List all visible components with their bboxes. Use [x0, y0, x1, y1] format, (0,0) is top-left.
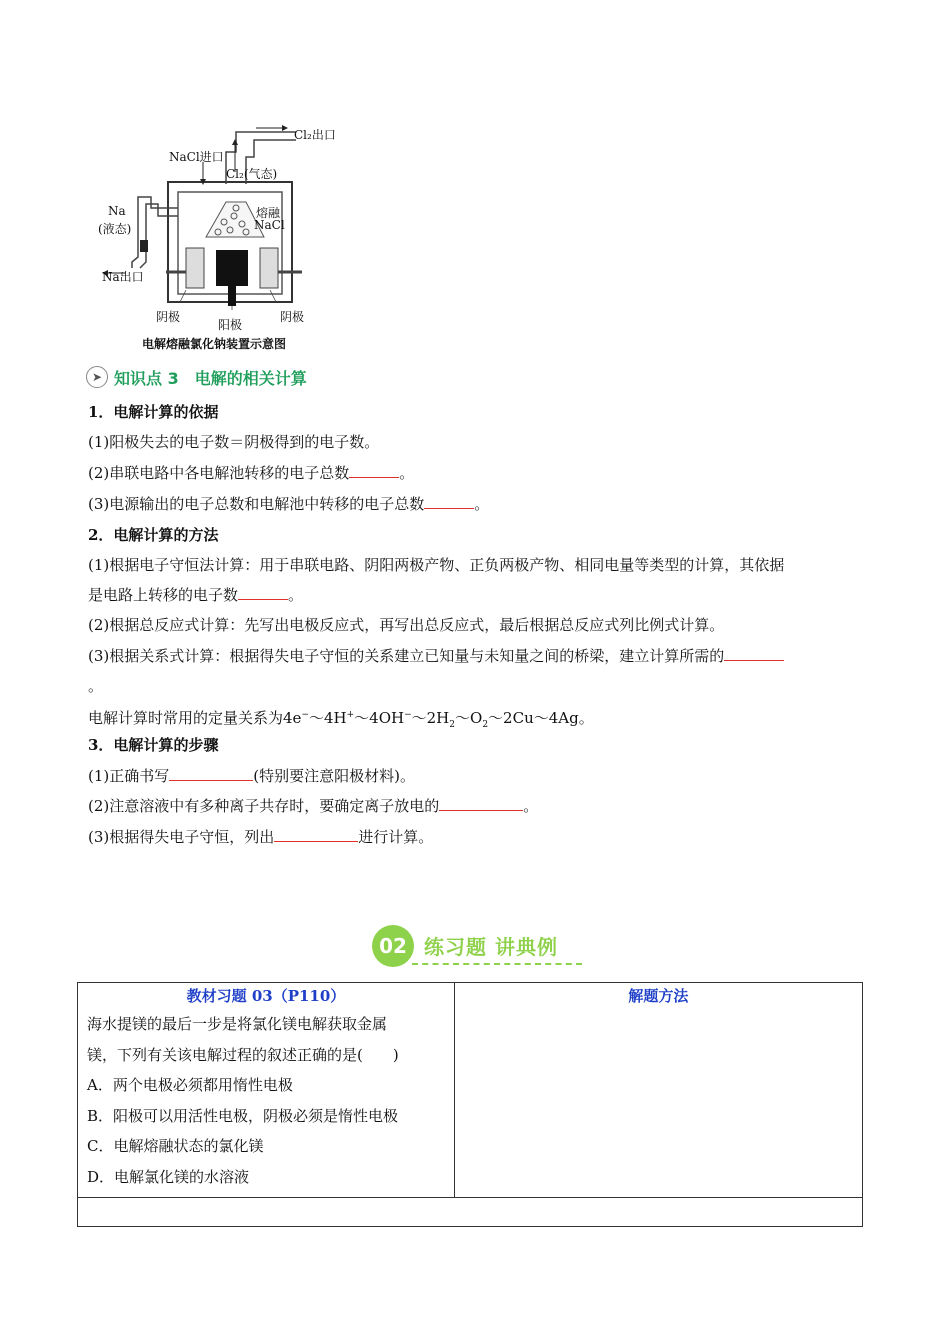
- section-1-heading: 1．电解计算的依据: [88, 403, 219, 421]
- relation-t2: ～4H: [308, 709, 347, 727]
- na-outlet-label: Na出口: [102, 270, 144, 284]
- section-3-line-1: [88, 766, 415, 786]
- section-3-line-1a: (1)正确书写: [88, 767, 170, 785]
- relation-t5: ～O: [455, 709, 483, 727]
- section-1-line-2-text: (2)串联电路中各电解池转移的电子总数: [88, 464, 350, 482]
- knowledge-point-title: 电解的相关计算: [194, 368, 307, 388]
- diagram-caption: 电解熔融氯化钠装置示意图: [142, 337, 287, 351]
- exercise-table: [77, 982, 863, 1227]
- relation-t6: ～2Cu～4Ag。: [488, 709, 594, 727]
- exercise-right-header: 解题方法: [628, 987, 689, 1005]
- relation-t4: ～2H: [411, 709, 450, 727]
- banner-underline: [412, 963, 582, 965]
- section-1-line-3: [88, 494, 489, 514]
- exercise-footer-row: [78, 1198, 863, 1227]
- answer-blank[interactable]: [169, 766, 253, 781]
- section-1-line-2: [88, 463, 414, 483]
- na-liquid-label: Na: [108, 204, 126, 218]
- cl2-outlet-label: Cl₂出口: [294, 128, 336, 142]
- section-2-line-2: [88, 585, 303, 605]
- option-a[interactable]: A．两个电极必须都用惰性电极: [87, 1076, 293, 1094]
- knowledge-point-header: [86, 364, 307, 390]
- question-line-2: 镁，下列有关该电解过程的叙述正确的是( ): [87, 1045, 399, 1064]
- period: 。: [523, 797, 539, 815]
- period: 。: [474, 495, 490, 513]
- nacl-inlet-label: NaCl进口: [169, 150, 224, 164]
- relation-sub4: 2: [449, 720, 455, 730]
- knowledge-point-label: 知识点 3: [114, 368, 179, 388]
- relation-sup2: +: [346, 710, 355, 720]
- relation-sub5: 2: [482, 720, 489, 730]
- arrow-circle-icon: ➤: [86, 366, 108, 388]
- section-2-relation: [88, 705, 594, 735]
- relation-sup3: −: [404, 710, 412, 720]
- cl2-gas-label: Cl₂(气态): [226, 167, 278, 181]
- banner-text: 练习题 讲典例: [424, 935, 558, 959]
- section-3-line-2-text: (2)注意溶液中有多种离子共存时，要确定离子放电的: [88, 797, 440, 815]
- section-2-line-4-period: 。: [88, 677, 104, 695]
- section-3-line-3: [88, 827, 433, 847]
- section-2-heading: 2．电解计算的方法: [88, 526, 219, 544]
- relation-t1: 4e: [283, 709, 302, 727]
- practice-banner: [372, 925, 582, 969]
- section-2-line-4: [88, 646, 784, 666]
- molten-nacl-label: NaCl: [254, 218, 285, 232]
- section-2-line-3: (2)根据总反应式计算：先写出电极反应式，再写出总反应式，最后根据总反应式列比例式计算。: [88, 616, 725, 634]
- cathode-right-label: 阴极: [280, 310, 305, 324]
- question-line-1: 海水提镁的最后一步是将氯化镁电解获取金属: [87, 1015, 388, 1033]
- section-3-line-3a: (3)根据得失电子守恒，列出: [88, 828, 275, 846]
- section-2-line-2-text: 是电路上转移的电子数: [88, 586, 239, 604]
- banner-number: 02: [372, 925, 414, 967]
- answer-blank[interactable]: [238, 585, 288, 600]
- relation-sup1: −: [301, 710, 309, 720]
- option-b[interactable]: B．阳极可以用活性电极，阴极必须是惰性电极: [87, 1106, 399, 1125]
- answer-blank[interactable]: [439, 796, 523, 811]
- answer-blank[interactable]: [349, 463, 399, 478]
- section-3-line-3b: 进行计算。: [358, 828, 434, 846]
- option-c[interactable]: C．电解熔融状态的氯化镁: [87, 1137, 264, 1155]
- molten-label: 熔融: [256, 206, 281, 220]
- relation-prefix: 电解计算时常用的定量关系为: [88, 709, 284, 727]
- section-2-line-1: (1)根据电子守恒法计算：用于串联电路、阴阳两极产物、正负两极产物、相同电量等类型的计算，其依据: [88, 556, 785, 574]
- exercise-left-header: 教材习题 03（P110）: [186, 987, 346, 1005]
- cathode-left-label: 阴极: [156, 310, 181, 324]
- exercise-method-cell: [454, 983, 862, 1198]
- relation-t3: ～4OH: [354, 709, 405, 727]
- section-3-line-1b: (特别要注意阳极材料)。: [253, 767, 415, 785]
- period: 。: [399, 464, 415, 482]
- anode-label: 阳极: [218, 318, 243, 332]
- answer-blank[interactable]: [274, 827, 358, 842]
- electrolysis-diagram: [96, 112, 356, 352]
- exercise-question-cell: [78, 983, 455, 1198]
- section-3-heading: 3．电解计算的步骤: [88, 736, 219, 754]
- option-d[interactable]: D．电解氯化镁的水溶液: [87, 1167, 250, 1186]
- section-2-line-4-text: (3)根据关系式计算：根据得失电子守恒的关系建立已知量与未知量之间的桥梁，建立计算所需的: [88, 647, 725, 665]
- answer-blank[interactable]: [724, 646, 784, 661]
- na-liquid-state-label: (液态): [98, 222, 132, 236]
- section-1-line-3-text: (3)电源输出的电子总数和电解池中转移的电子总数: [88, 495, 425, 513]
- section-3-line-2: [88, 796, 538, 816]
- answer-blank[interactable]: [424, 494, 474, 509]
- section-1-line-1: (1)阳极失去的电子数＝阴极得到的电子数。: [88, 433, 380, 451]
- period: 。: [288, 586, 304, 604]
